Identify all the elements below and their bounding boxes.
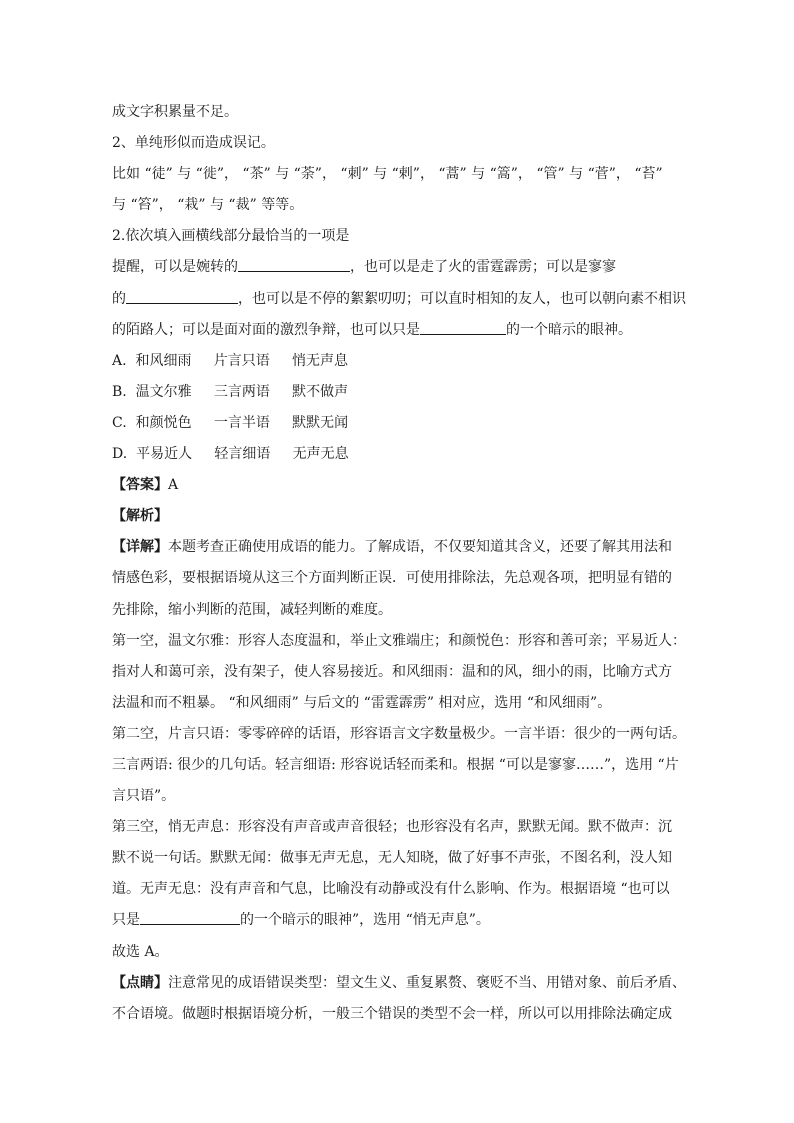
question-line	[112, 252, 682, 283]
text-line: 比如 “徒” 与 “徙”， “茶” 与 “荼”， “刺” 与 “剌”， “蒿” 与 “篙”， “管” 与 “菅”， “苔”	[112, 166, 663, 183]
question-text: ，也可以是不停的絮絮叨叨；可以直时相知的友人，也可以朝向素不相识	[238, 290, 686, 307]
detail-line	[112, 532, 682, 563]
question-text: ，也可以是走了火的雷霆霹雳；可以是寥寥	[350, 259, 616, 276]
tip-text: 注意常见的成语错误类型：望文生义、重复累赘、褒贬不当、用错对象、前后矛盾、	[168, 974, 686, 991]
text-line: 三言两语: 很少的几句话。轻言细语: 形容说话轻而柔和。根据 “可以是寥寥……”，选用 “片	[112, 756, 679, 773]
detail-tag: 【详解】	[112, 539, 168, 556]
tip-tag: 【点睛】	[112, 974, 168, 991]
analysis-tag: 【解析】	[112, 508, 168, 525]
option-b: B. 温文尔雅 三言两语 默不做声	[112, 383, 349, 400]
text-segment: 的一个暗示的眼神”，选用 “悄无声息”。	[240, 912, 490, 929]
text-line: 第二空，片言只语：零零碎碎的话语，形容语言文字数量极少。一言半语：很少的一两句话。	[112, 725, 686, 742]
text-line: 与 “笞”， “栽” 与 “裁” 等等。	[112, 197, 304, 214]
text-line: 第三空，悄无声息：形容没有声音或声音很轻；也形容没有名声，默默无闻。默不做声：沉	[112, 819, 672, 836]
document-page	[112, 97, 686, 1030]
question-text: 的一个暗示的眼神。	[506, 321, 632, 338]
question-text: 的	[112, 290, 126, 307]
question-line	[112, 284, 686, 315]
option-c: C. 和颜悦色 一言半语 默默无闻	[112, 414, 349, 431]
text-line: 道。无声无息：没有声音和气息，比喻没有动静或没有什么影响、作为。根据语境 “也可以	[112, 881, 670, 898]
detail-text: 本题考查正确使用成语的能力。了解成语，不仅要知道其含义，还要了解其用法和	[168, 539, 672, 556]
text-line: 言只语”。	[112, 788, 176, 805]
text-line: 指对人和蔼可亲，没有架子，使人容易接近。和风细雨：温和的风，细小的雨，比喻方式方	[112, 663, 672, 680]
text-line: 不合语境。做题时根据语境分析，一般三个错误的类型不会一样，所以可以用排除法确定成	[112, 1005, 672, 1022]
question-text: 提醒，可以是婉转的	[112, 259, 238, 276]
text-line: 法温和而不粗暴。 “和风细雨” 与后文的 “雷霆霹雳” 相对应，选用 “和风细雨”。	[112, 694, 612, 711]
text-line: 先排除，缩小判断的范围，减轻判断的难度。	[112, 601, 392, 618]
fill-blank	[140, 908, 240, 925]
answer-line	[112, 470, 682, 501]
text-line	[112, 905, 682, 936]
question-line	[112, 315, 682, 346]
text-line: 2、单纯形似而造成误记。	[112, 135, 275, 152]
text-line: 成文字积累量不足。	[112, 104, 238, 120]
question-title: 2.依次填入画横线部分最恰当的一项是	[112, 228, 350, 245]
conclusion: 故选 A。	[112, 943, 169, 960]
text-segment: 只是	[112, 912, 140, 929]
fill-blank	[126, 287, 238, 304]
text-line: 默不说一句话。默默无闻：做事无声无息，无人知晓，做了好事不声张，不图名利，没人知	[112, 850, 672, 867]
answer-tag: 【答案】	[112, 477, 168, 494]
fill-blank	[238, 255, 350, 272]
text-line: 情感色彩，要根据语境从这三个方面判断正误．可使用排除法，先总观各项，把明显有错的	[112, 570, 672, 587]
option-a: A. 和风细雨 片言只语 悄无声息	[112, 352, 348, 369]
tip-line	[112, 968, 686, 999]
question-text: 的陌路人；可以是面对面的激烈争辩，也可以只是	[112, 321, 420, 338]
fill-blank	[420, 318, 506, 335]
text-line: 第一空，温文尔雅：形容人态度温和，举止文雅端庄；和颜悦色：形容和善可亲；平易近人：	[112, 632, 686, 649]
option-d: D. 平易近人 轻言细语 无声无息	[112, 446, 349, 463]
answer-value: A	[168, 477, 179, 494]
